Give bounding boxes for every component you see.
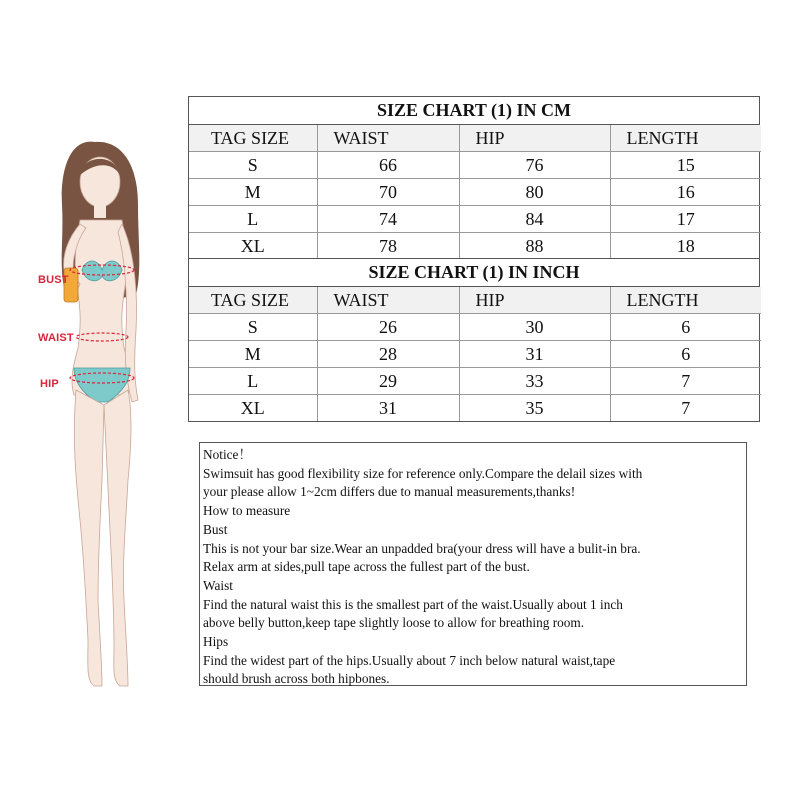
table-cell: 74 — [317, 206, 459, 233]
table-cell: M — [189, 179, 317, 206]
notice-subheading: Waist — [203, 577, 233, 593]
notice-heading: Notice！ — [203, 447, 252, 462]
table-cell: 6 — [610, 341, 761, 368]
notice-line: above belly button,keep tape slightly loose to allow for breathing room. — [203, 615, 585, 631]
column-header: LENGTH — [610, 287, 761, 314]
table-cell: 29 — [317, 368, 459, 395]
table-cell: 16 — [610, 179, 761, 206]
column-header: TAG SIZE — [189, 287, 317, 314]
table-cell: 26 — [317, 314, 459, 341]
table-cell: L — [189, 368, 317, 395]
table-cell: 84 — [459, 206, 610, 233]
measurement-figure — [10, 120, 190, 700]
waist-label: WAIST — [38, 332, 74, 344]
notice-subheading: Hips — [203, 634, 229, 650]
notice-line: Find the natural waist this is the smallest part of the waist.Usually about 1 inch — [203, 596, 623, 612]
notice-line: Swimsuit has good flexibility size for reference only.Compare the delail sizes with — [203, 465, 643, 481]
table-row — [189, 395, 761, 422]
column-header: LENGTH — [610, 125, 761, 152]
table-cell: 28 — [317, 341, 459, 368]
table-cell: S — [189, 314, 317, 341]
size-chart-inch — [188, 258, 760, 422]
table-cell: 88 — [459, 233, 610, 260]
bust-label: BUST — [38, 274, 69, 286]
table-cell: 33 — [459, 368, 610, 395]
table-row — [189, 152, 761, 179]
hip-label: HIP — [40, 378, 59, 390]
table-cell: 70 — [317, 179, 459, 206]
table-cell: 7 — [610, 368, 761, 395]
measurement-notice — [199, 442, 747, 686]
table-cell: 15 — [610, 152, 761, 179]
notice-line: your please allow 1~2cm differs due to manual measurements,thanks! — [203, 484, 576, 500]
notice-subheading: Bust — [203, 521, 228, 537]
column-header: HIP — [459, 287, 610, 314]
table-row — [189, 233, 761, 260]
table-cell: 7 — [610, 395, 761, 422]
table-cell: 30 — [459, 314, 610, 341]
table-row — [189, 179, 761, 206]
table-cell: 31 — [459, 341, 610, 368]
woman-illustration — [10, 120, 190, 700]
table-row — [189, 341, 761, 368]
size-chart-cm — [188, 96, 760, 260]
table-header-row — [189, 287, 761, 314]
notice-line: should brush across both hipbones. — [203, 671, 390, 687]
table-cell: 18 — [610, 233, 761, 260]
table-cell: XL — [189, 395, 317, 422]
chart-title: SIZE CHART (1) IN INCH — [189, 259, 759, 287]
table-cell: 35 — [459, 395, 610, 422]
column-header: TAG SIZE — [189, 125, 317, 152]
table-cell: M — [189, 341, 317, 368]
size-table — [189, 125, 761, 259]
column-header: WAIST — [317, 125, 459, 152]
table-cell: 31 — [317, 395, 459, 422]
notice-subheading: How to measure — [203, 503, 291, 519]
column-header: HIP — [459, 125, 610, 152]
table-cell: 66 — [317, 152, 459, 179]
notice-line: This is not your bar size.Wear an unpadded bra(your dress will have a bulit-in bra. — [203, 540, 641, 556]
table-header-row — [189, 125, 761, 152]
table-row — [189, 314, 761, 341]
chart-title: SIZE CHART (1) IN CM — [189, 97, 759, 125]
table-cell: 78 — [317, 233, 459, 260]
table-row — [189, 206, 761, 233]
table-cell: S — [189, 152, 317, 179]
table-cell: 17 — [610, 206, 761, 233]
table-row — [189, 368, 761, 395]
notice-line: Relax arm at sides,pull tape across the fullest part of the bust. — [203, 559, 530, 575]
table-cell: L — [189, 206, 317, 233]
table-cell: 76 — [459, 152, 610, 179]
table-cell: 80 — [459, 179, 610, 206]
notice-line: Find the widest part of the hips.Usually about 7 inch below natural waist,tape — [203, 652, 616, 668]
size-table — [189, 287, 761, 421]
column-header: WAIST — [317, 287, 459, 314]
table-cell: XL — [189, 233, 317, 260]
table-cell: 6 — [610, 314, 761, 341]
